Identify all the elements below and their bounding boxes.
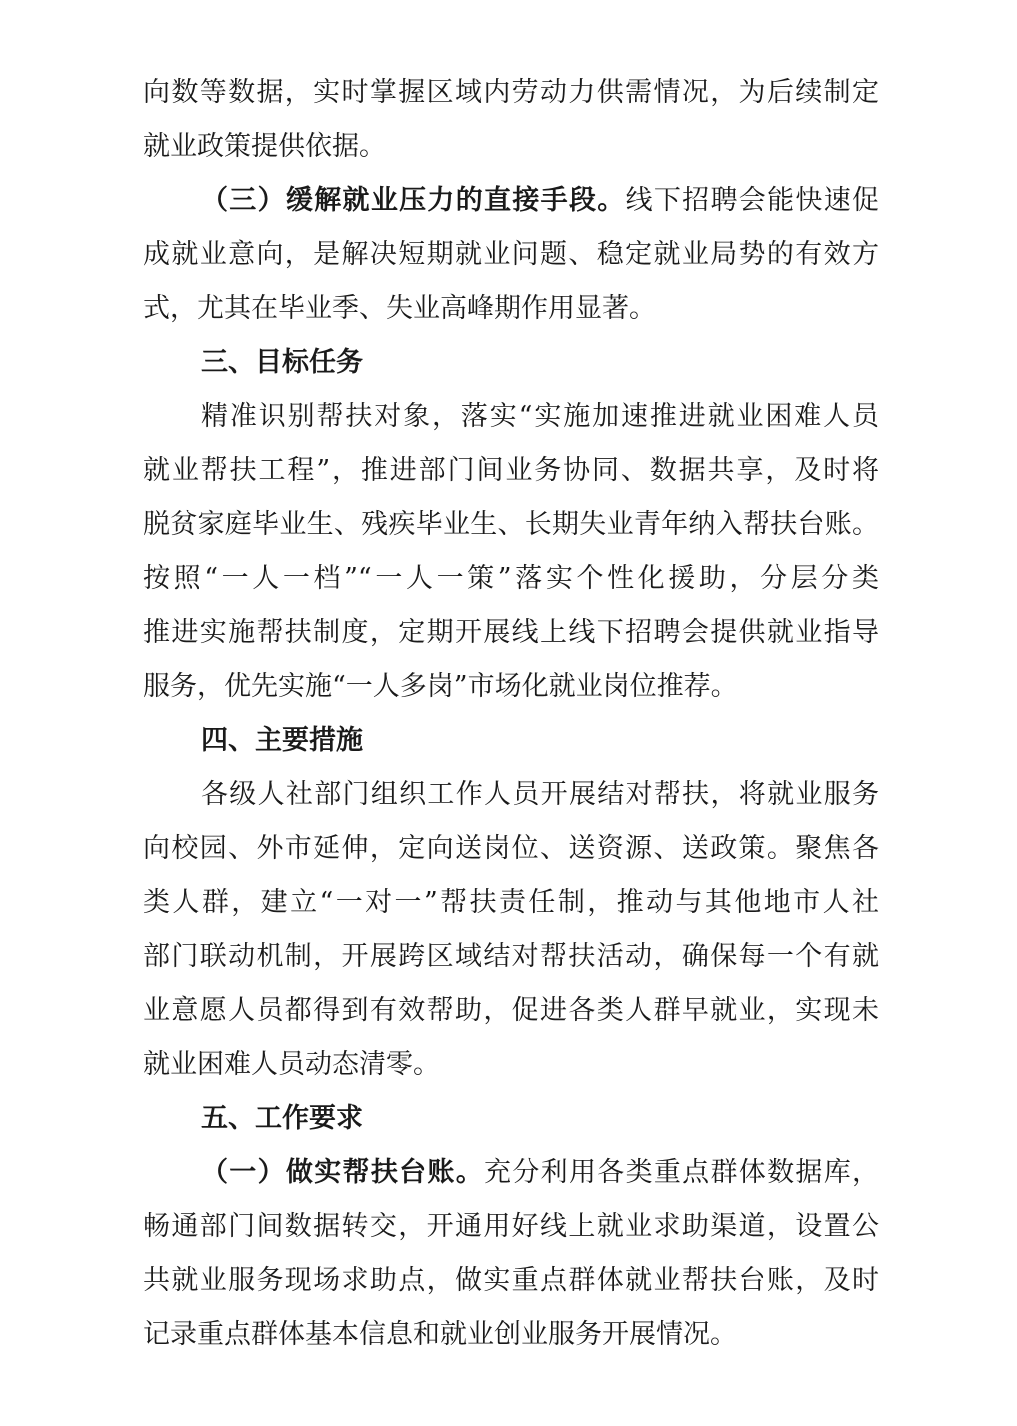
paragraph-line: 业意愿人员都得到有效帮助，促进各类人群早就业，实现未 — [143, 995, 879, 1026]
paragraph-line: 按照“一人一档”“一人一策”落实个性化援助，分层分类 — [143, 563, 879, 594]
section-heading: 四、主要措施 — [201, 725, 363, 756]
paragraph-line: 脱贫家庭毕业生、残疾毕业生、长期失业青年纳入帮扶台账。 — [143, 509, 879, 540]
paragraph-line: 共就业服务现场求助点，做实重点群体就业帮扶台账，及时 — [143, 1265, 879, 1296]
paragraph-line: 部门联动机制，开展跨区域结对帮扶活动，确保每一个有就 — [143, 941, 879, 972]
subheading-lead: （三）缓解就业压力的直接手段。 — [201, 185, 626, 216]
document-body — [143, 66, 879, 1362]
paragraph-text: 线下招聘会能快速促 — [625, 185, 880, 216]
paragraph-line: 精准识别帮扶对象，落实“实施加速推进就业困难人员 — [201, 401, 879, 432]
paragraph-line — [143, 1146, 879, 1200]
paragraph-line: 向校园、外市延伸，定向送岗位、送资源、送政策。聚焦各 — [143, 833, 879, 864]
paragraph-line: 记录重点群体基本信息和就业创业服务开展情况。 — [143, 1319, 737, 1350]
paragraph-text: 充分利用各类重点群体数据库， — [484, 1157, 880, 1188]
paragraph-line: 推进实施帮扶制度，定期开展线上线下招聘会提供就业指导 — [143, 617, 879, 648]
paragraph-line: 就业帮扶工程”，推进部门间业务协同、数据共享，及时将 — [143, 455, 879, 486]
paragraph-line: 向数等数据，实时掌握区域内劳动力供需情况，为后续制定 — [143, 77, 879, 108]
paragraph-line: 就业困难人员动态清零。 — [143, 1049, 440, 1080]
paragraph-line: 式，尤其在毕业季、失业高峰期作用显著。 — [143, 293, 656, 324]
paragraph-line: 类人群，建立“一对一”帮扶责任制，推动与其他地市人社 — [143, 887, 879, 918]
paragraph-line: 各级人社部门组织工作人员开展结对帮扶，将就业服务 — [201, 779, 879, 810]
paragraph-line: 成就业意向，是解决短期就业问题、稳定就业局势的有效方 — [143, 239, 879, 270]
paragraph-line — [143, 174, 879, 228]
paragraph-line: 服务，优先实施“一人多岗”市场化就业岗位推荐。 — [143, 671, 738, 702]
subheading-lead: （一）做实帮扶台账。 — [201, 1157, 485, 1188]
section-heading: 五、工作要求 — [201, 1103, 363, 1134]
section-heading: 三、目标任务 — [201, 347, 363, 378]
paragraph-line: 畅通部门间数据转交，开通用好线上就业求助渠道，设置公 — [143, 1211, 879, 1242]
paragraph-line: 就业政策提供依据。 — [143, 131, 386, 162]
